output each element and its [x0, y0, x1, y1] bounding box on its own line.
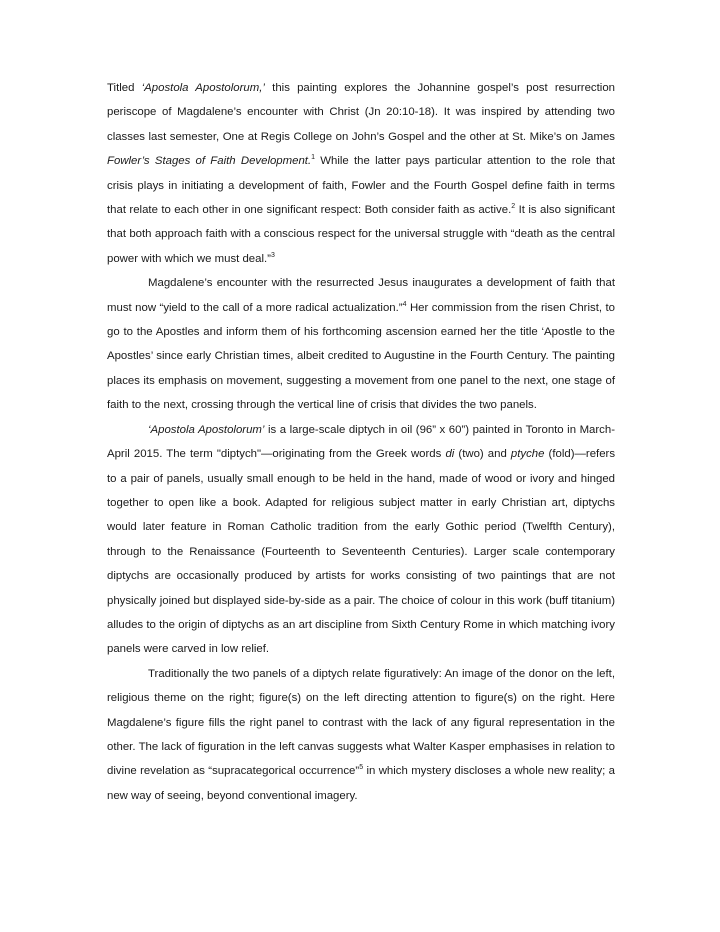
text-run: is a large-scale diptych in oil (96” x 60”) painted in Toronto in March-April 2015. The term "diptych"—originating from the Greek words: [107, 423, 616, 461]
text-run: in which mystery discloses a whole new reality; a new way of seeing, beyond conventional imagery.: [107, 765, 616, 802]
document-page: [107, 76, 615, 808]
greek-term: ptyche: [510, 448, 545, 461]
footnote-marker: 2: [511, 203, 516, 211]
paragraph-1: [107, 76, 615, 271]
footnote-marker: 3: [270, 252, 275, 260]
footnote-marker: 4: [402, 300, 407, 308]
text-run: It is also significant that both approach faith with a conscious respect for the universal struggle with “death as the central power with which we must deal.”: [107, 204, 615, 265]
text-run: Traditionally the two panels of a diptych relate figuratively: An image of the donor on the left, religious theme on the right; figure(s) on the left directing attention to figure(s) on the right. Here Magdalene’s figure fills the right panel to contrast with the lack of any figural representation in the other. The lack of figuration in the left canvas suggests what Walter Kasper emphasises in relation to divine revelation as “supracategorical occurrence”: [107, 667, 615, 778]
text-run: Magdalene’s encounter with the resurrected Jesus inaugurates a development of faith that must now “yield to the call of a more radical actualization.”: [107, 277, 615, 314]
footnote-marker: 1: [311, 154, 316, 162]
text-run: Her commission from the risen Christ, to go to the Apostles and inform them of his forthcoming ascension earned her the title ‘Apostle to the Apostles’ since early Christian times, albeit credited to Augustine in the Fourth Century. The painting places its emphasis on movement, suggesting a movement from one panel to the next, one stage of faith to the next, crossing through the vertical line of crisis that divides the two panels.: [107, 301, 615, 412]
footnote-marker: 5: [359, 764, 364, 772]
paragraph-4: [107, 662, 615, 808]
paragraph-2: [107, 271, 615, 417]
text-run: Titled: [107, 82, 142, 94]
text-run: this painting explores the Johannine gospel’s post resurrection periscope of Magdalene’s encounter with Christ (Jn 20:10-18). It was inspired by attending two classes last semester, One at Regis College on John’s Gospel and the other at St. Mike’s on James: [107, 82, 615, 143]
painting-title: ‘Apostola Apostolorum’: [148, 423, 265, 436]
book-title: Fowler’s Stages of Faith Development.: [107, 155, 312, 168]
paragraph-3: [107, 418, 615, 662]
text-run: (fold)—refers to a pair of panels, usually small enough to be held in the hand, made of wood or ivory and hinged together to open like a book. Adapted for religious subject matter in early Christian art, diptychs would later feature in Roman Catholic tradition from the early Gothic period (Twelfth Century), through to the Renaissance (Fourteenth to Seventeenth Centuries). Larger scale contemporary diptychs are occasionally produced by artists for works consisting of two paintings that are not physically joined but displayed side-by-side as a pair. The choice of colour in this work (buff titanium) alludes to the origin of diptychs as an art discipline from Sixth Century Rome in which matching ivory panels were carved in low relief.: [107, 448, 616, 656]
text-run: (two) and: [454, 448, 511, 461]
painting-title: ‘Apostola Apostolorum,’: [141, 82, 265, 94]
greek-term: di: [445, 448, 455, 461]
text-run: While the latter pays particular attention to the role that crisis plays in initiating a development of faith, Fowler and the Fourth Gospel define faith in terms that relate to each other in one significant respect: Both consider faith as active.: [107, 155, 615, 217]
